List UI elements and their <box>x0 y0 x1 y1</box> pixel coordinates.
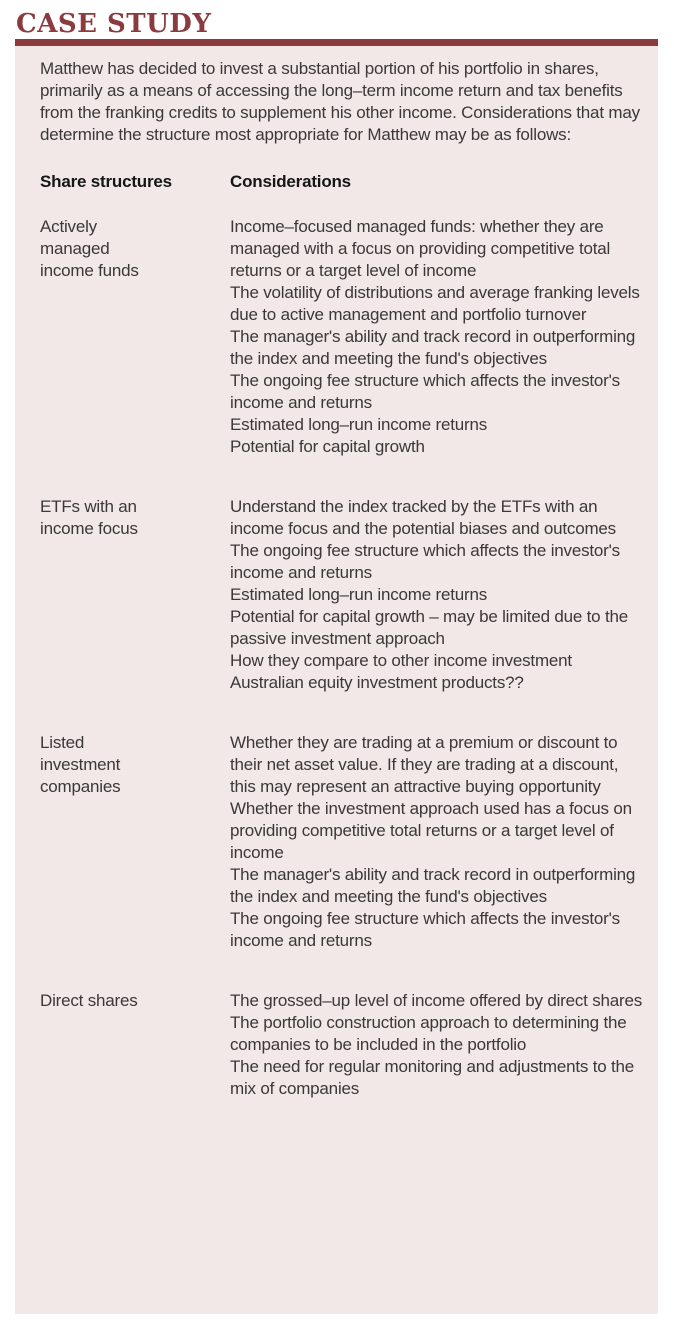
consideration-item: The manager's ability and track record in outperforming the index and meeting the fund's objectives <box>230 327 636 368</box>
share-structure-label: Direct shares <box>40 991 138 1010</box>
consideration-item: The manager's ability and track record in outperforming the index and meeting the fund's objectives <box>230 865 636 906</box>
page-title: CASE STUDY <box>16 9 212 39</box>
column-header-considerations: Considerations <box>230 172 351 191</box>
consideration-item: The grossed–up level of income offered by direct shares <box>230 991 643 1010</box>
consideration-item: Whether the investment approach used has a focus on providing competitive total returns or a target level of income <box>230 799 632 862</box>
table-row <box>40 732 644 952</box>
share-structure-cell <box>40 990 230 1100</box>
consideration-item: The ongoing fee structure which affects the investor's income and returns <box>230 371 620 412</box>
share-structure-cell <box>40 216 230 458</box>
table-header-row <box>40 172 644 192</box>
share-structure-cell <box>40 732 230 952</box>
considerations-cell <box>230 216 644 458</box>
consideration-item: Estimated long–run income returns <box>230 585 488 604</box>
share-structure-label: Actively managed income funds <box>40 217 139 280</box>
intro-paragraph: Matthew has decided to invest a substantial portion of his portfolio in shares, primarily as a means of accessing the long–term income return and tax benefits from the franking credits to supplement his other income. Considerations that may determine the structure most appropriate for Matthew may be as follows: <box>40 59 640 144</box>
share-structure-label: Listed investment companies <box>40 733 121 796</box>
consideration-item: The portfolio construction approach to determining the companies to be included in the portfolio <box>230 1013 627 1054</box>
considerations-cell <box>230 990 644 1100</box>
consideration-item: Understand the index tracked by the ETFs with an income focus and the potential biases and outcomes <box>230 497 616 538</box>
case-study-panel <box>15 46 658 1314</box>
table-row <box>40 990 644 1100</box>
table-row <box>40 216 644 458</box>
consideration-item: Income–focused managed funds: whether they are managed with a focus on providing competitive total returns or a target level of income <box>230 217 611 280</box>
consideration-item: The need for regular monitoring and adjustments to the mix of companies <box>230 1057 635 1098</box>
considerations-cell <box>230 496 644 694</box>
consideration-item: The ongoing fee structure which affects the investor's income and returns <box>230 909 620 950</box>
table-body <box>40 216 644 1100</box>
share-structure-label: ETFs with an income focus <box>40 497 138 538</box>
title-rule <box>15 39 658 46</box>
consideration-item: The ongoing fee structure which affects the investor's income and returns <box>230 541 620 582</box>
share-structures-table <box>40 172 644 1100</box>
consideration-item: Estimated long–run income returns <box>230 415 488 434</box>
consideration-item: Potential for capital growth <box>230 437 425 456</box>
table-row <box>40 496 644 694</box>
consideration-item: Potential for capital growth – may be limited due to the passive investment approach <box>230 607 628 648</box>
share-structure-cell <box>40 496 230 694</box>
column-header-share-structures: Share structures <box>40 172 172 191</box>
considerations-cell <box>230 732 644 952</box>
consideration-item: The volatility of distributions and average franking levels due to active management and portfolio turnover <box>230 283 640 324</box>
consideration-item: Whether they are trading at a premium or discount to their net asset value. If they are trading at a discount, this may represent an attractive buying opportunity <box>230 733 619 796</box>
consideration-item: How they compare to other income investment Australian equity investment products?? <box>230 651 572 692</box>
